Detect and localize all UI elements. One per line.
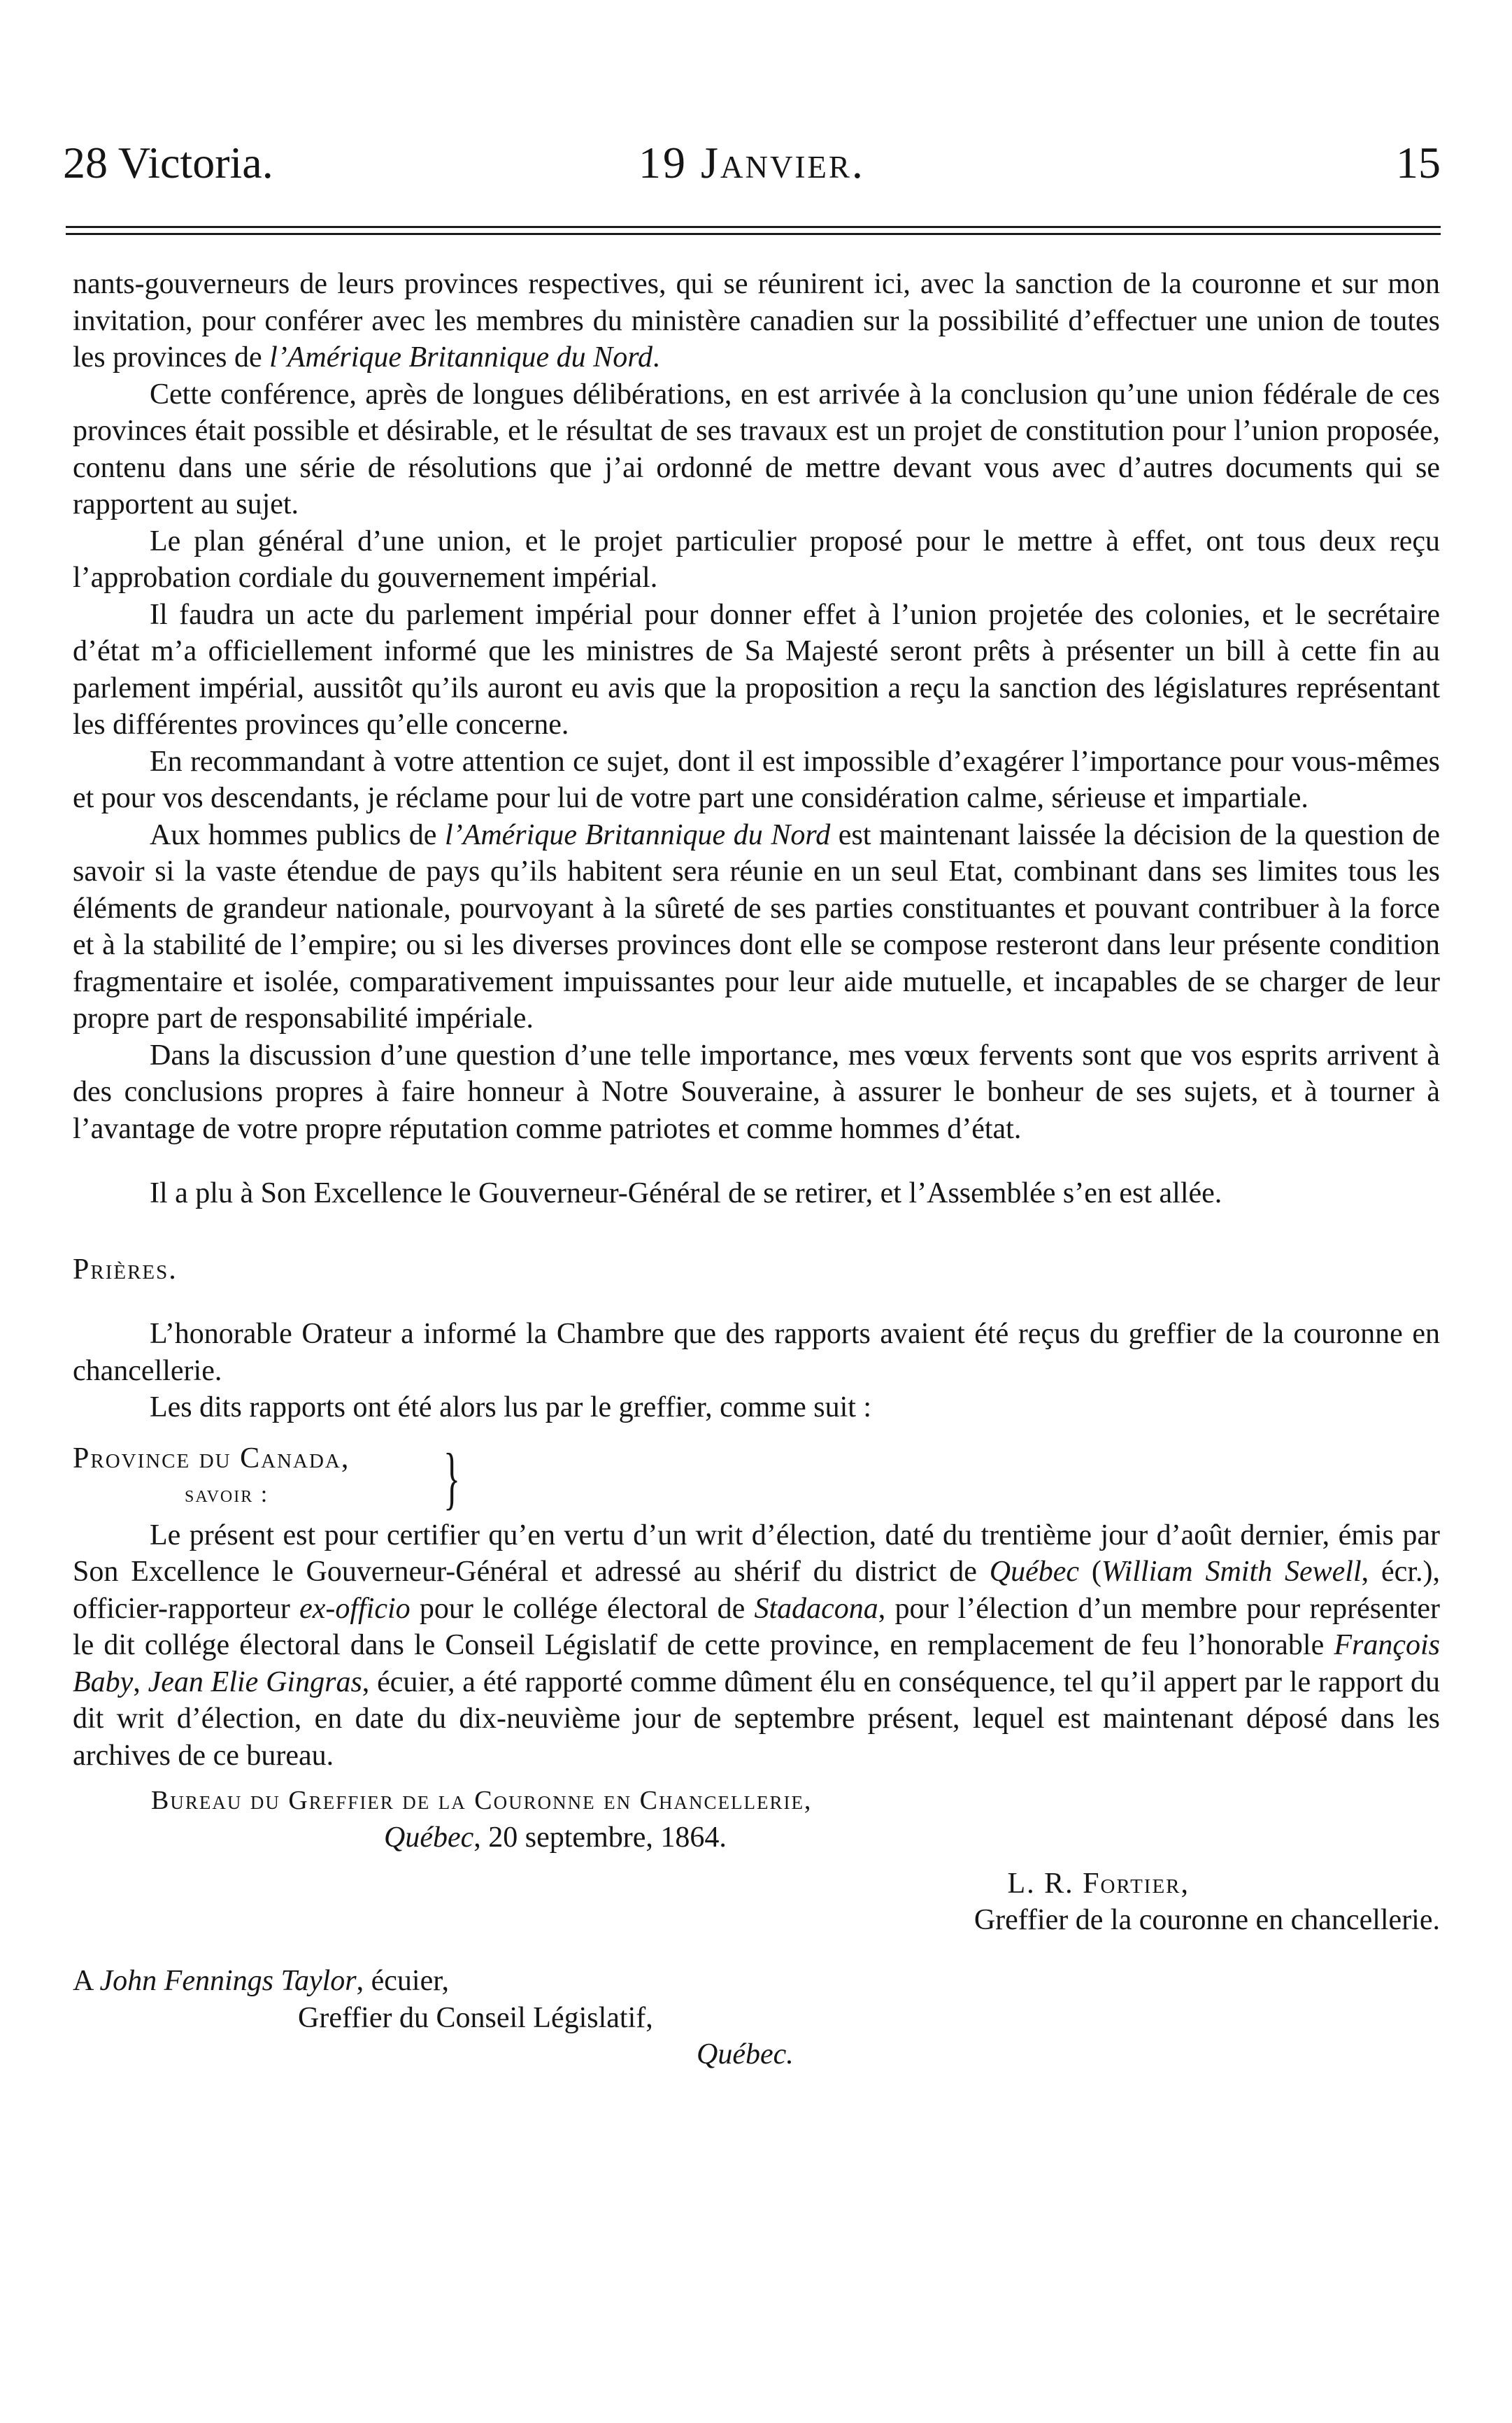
paragraph-recommendation: En recommandant à votre attention ce sujet, dont il est impossible d’exagérer l’importance pour vous-mêmes et pour vos descendants, je réclame pour lui de votre part une considération calme, sérieuse et impartiale. [73,745,1440,814]
address-line-2: Greffier du Conseil Législatif, [298,2001,653,2034]
paragraph-discussion: Dans la discussion d’une question d’une telle importance, mes vœux fervents sont que vos esprits arrivent à des conclusions propres à faire honneur à Notre Souveraine, à assurer le bonheur de ses sujets, et à tourner à l’avantage de votre propre réputation comme patriotes et comme hommes d’état. [73,1039,1440,1145]
address-line-1: A John Fennings Taylor, écuier, [73,1965,450,1997]
paragraph-continued: nants-gouverneurs de leurs provinces respectives, qui se réunirent ici, avec la sanction de la couronne et sur mon invitation, pour conférer avec les membres du ministère canadien sur la possibilité d’effectuer une union de toutes les provinces de l’Amérique Britannique du Nord. [73,268,1440,374]
date-line: Québec, 20 septembre, 1864. [384,1821,727,1854]
province-label: Province du Canada, [73,1442,350,1475]
paragraph-conference: Cette conférence, après de longues délibérations, en est arrivée à la conclusion qu’une union fédérale de ces provinces était possible et désirable, et le résultat de ses travaux est un projet de constitution pour l’union proposée, contenu dans une série de résolutions que j’ai ordonné de mettre devant vous avec d’autres documents qui se rapportent au sujet. [73,378,1440,520]
paragraph-public-men: Aux hommes publics de l’Amérique Britannique du Nord est maintenant laissée la décision de la question de savoir si la vaste étendue de pays qu’ils habitent sera réunie en un seul Etat, combinant dans ses limites tous les éléments de grandeur nationale, pourvoyant à la sûreté de ses parties constituantes et pouvant contribuer à la force et à la stabilité de l’empire; ou si les diverses provinces dont elle se compose resteront dans leur présente condition fragmentaire et isolée, comparativement impuissantes pour leur aide mutuelle, et incapables de se charger de leur propre part de responsabilité impériale. [73,818,1440,1035]
signer-title: Greffier de la couronne en chancellerie. [973,1904,1440,1936]
session-label: 28 Victoria. [63,138,273,187]
section-heading-prieres: Prières. [73,1253,178,1286]
running-header [63,132,1441,194]
paragraph-certificate: Le présent est pour certifier qu’en vertu d’un writ d’élection, daté du trentième jour d’août dernier, émis par Son Excellence le Gouverneur-Général et adressé au shérif du district de Québec (William Smith Sewell, écr.), officier-rapporteur ex-officio pour le collége électoral de Stadacona, pour l’élection d’un membre pour représenter le dit collége électoral dans le Conseil Législatif de cette province, en remplacement de feu l’honorable François Baby, Jean Elie Gingras, écuier, a été rapporté comme dûment élu en conséquence, tel qu’il appert par le rapport du dit writ d’élection, en date du dix-neuvième jour de septembre présent, lequel est maintenant déposé dans les archives de ce bureau. [73,1519,1440,1772]
signature-block [73,1866,1440,1946]
savoir-label: savoir : [185,1481,269,1507]
paragraph-retirement: Il a plu à Son Excellence le Gouverneur-Général de se retirer, et l’Assemblée s’en est allée. [150,1177,1222,1209]
page-body [73,266,1440,2073]
paragraph-plan: Le plan général d’une union, et le projet particulier proposé pour le mettre à effet, ont tous deux reçu l’approbation cordiale du gouvernement impérial. [73,525,1440,594]
paragraph-speaker: L’honorable Orateur a informé la Chambre que des rapports avaient été reçus du greffier de la couronne en chancellerie. [73,1318,1440,1387]
page-number: 15 [1396,138,1441,187]
header-rule-top [66,226,1441,228]
bureau-line: Bureau du Greffier de la Couronne en Chancellerie, [151,1786,813,1815]
province-heading [73,1440,1440,1517]
address-line-3: Québec. [697,2038,794,2070]
paragraph-reports-read: Les dits rapports ont été alors lus par le greffier, comme suit : [150,1391,872,1423]
header-date: 19 Janvier. [639,138,865,187]
paragraph-imperial-act: Il faudra un acte du parlement impérial pour donner effet à l’union projetée des colonies, et le secrétaire d’état m’a officiellement informé que les ministres de Sa Majesté seront prêts à présenter un bill à cette fin au parlement impérial, aussitôt qu’ils auront eu avis que la proposition a reçu la sanction des législatures représentant les différentes provinces qu’elle concerne. [73,598,1440,741]
brace-mark: } [443,1438,460,1516]
header-rule-bottom [66,233,1441,235]
signer-name: L. R. Fortier, [1007,1868,1190,1900]
address-block [73,1963,1440,2073]
